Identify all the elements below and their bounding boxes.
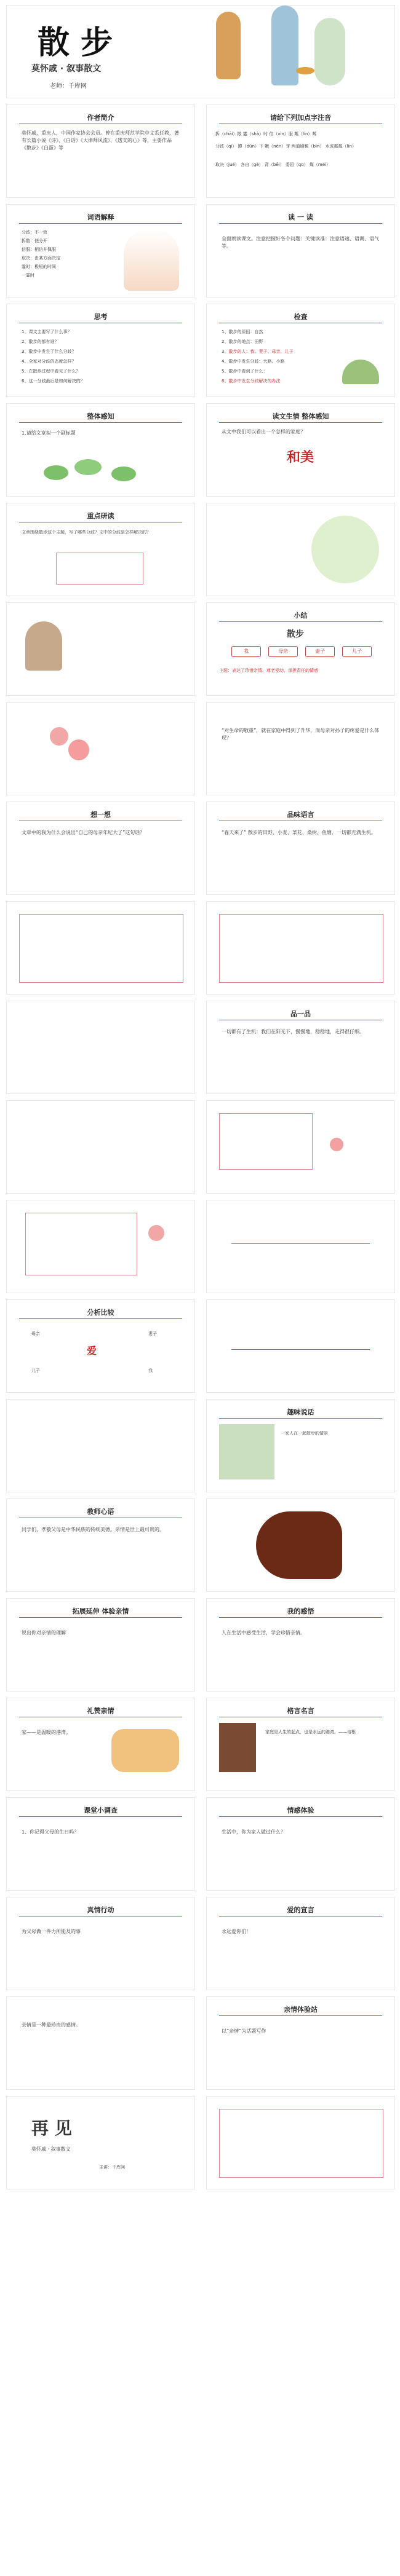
cover-slide xyxy=(6,5,395,98)
elderly-couple-illustration xyxy=(25,621,62,671)
slide-survey xyxy=(6,1797,195,1891)
summary-node: 我 xyxy=(231,646,261,657)
node: 妻子 xyxy=(148,1331,157,1336)
divider xyxy=(19,223,182,224)
divider xyxy=(19,1617,182,1618)
term: 霎时：极短的时间 xyxy=(22,264,56,269)
divider xyxy=(219,1617,382,1618)
term: 取决：由某方面决定 xyxy=(22,256,60,261)
summary-node: 妻子 xyxy=(305,646,335,657)
slide-title: 整体感知 xyxy=(87,412,114,420)
slide-summary xyxy=(206,602,395,696)
diagram-line xyxy=(231,1349,370,1350)
slide-closing-text xyxy=(6,1996,195,2090)
slide-lesson xyxy=(206,702,395,795)
slide-tree xyxy=(206,503,395,596)
divider xyxy=(219,2015,382,2016)
node: 母亲 xyxy=(31,1331,40,1336)
question: 3、散步中发生了什么分歧？ xyxy=(22,349,76,354)
slide-diagram xyxy=(206,1200,395,1293)
slide-text: 一切都有了生机：我们在阳光下，慢慢地，稳稳地，走得很仔细。 xyxy=(222,1029,364,1034)
slide-quote-2 xyxy=(206,1698,395,1791)
flower-illustration xyxy=(148,1225,164,1241)
slide-text: 全面朗读课文。注意把握好各个问题：关键读准：注意语速、语调、语气等。 xyxy=(222,236,379,249)
slide-diagram-2 xyxy=(206,1299,395,1393)
summary-center: 散步 xyxy=(287,629,304,639)
slide-text: 从文中我们可以看出一个怎样的家庭？ xyxy=(222,429,305,435)
question: 2、散步的都有谁？ xyxy=(22,339,59,344)
slide-read xyxy=(206,204,395,297)
slide-text: 永远爱你们！ xyxy=(222,1929,251,1934)
text-box xyxy=(219,1113,313,1170)
answer: 4、散步中发生分歧：大路、小路 xyxy=(222,359,285,364)
slide-quote xyxy=(6,1100,195,1194)
family-photo-illustration xyxy=(219,1424,274,1479)
slide-title: 读文生情 整体感知 xyxy=(272,412,329,420)
slide-title: 思考 xyxy=(94,313,108,321)
text-box xyxy=(19,914,183,983)
question: 1、课文主要写了什么事？ xyxy=(22,329,72,334)
slide-title: 情感体验 xyxy=(287,1806,314,1814)
slide-family xyxy=(206,403,395,497)
slide-title: 我的感悟 xyxy=(287,1607,314,1615)
term: 信服：相信并佩服 xyxy=(22,247,56,252)
slide-text-block xyxy=(6,901,195,995)
cover-subtitle: 莫怀戚 · 叙事散文 xyxy=(31,64,102,74)
node: 儿子 xyxy=(31,1368,40,1373)
slide-teacher xyxy=(6,1499,195,1592)
slide-text: 同学们，孝敬父母是中华民族的传统美德。亲情是世上最可贵的。 xyxy=(22,1527,164,1532)
cover-title: 散 步 xyxy=(38,24,113,61)
slide-title: 亲情体验站 xyxy=(284,2006,318,2014)
question: 5、在散步过程中看见了什么？ xyxy=(22,369,81,374)
slide-title: 词语解释 xyxy=(87,213,114,221)
slide-title: 分析比较 xyxy=(87,1309,114,1317)
slide-think xyxy=(6,304,195,397)
koi-fish-illustration xyxy=(124,229,179,291)
slide-text: 文章围绕散步这个主题，写了哪些分歧？文中的分歧是怎样解决的？ xyxy=(22,530,151,535)
divider xyxy=(219,1418,382,1419)
answer: 3、散步的人：我、妻子、母亲、儿子 xyxy=(222,349,294,354)
slide-analysis xyxy=(6,1299,195,1393)
willow-tree-illustration xyxy=(311,516,379,583)
question: 4、全家对分歧的态度怎样？ xyxy=(22,359,76,364)
slide-flower-vine xyxy=(206,1100,395,1194)
pinyin-line: 拆（chāi）散 霎（shà）时 信（xìn）服 粼（lín）粼 xyxy=(215,132,317,136)
slide-compare xyxy=(6,1200,195,1293)
flower-illustration xyxy=(330,1138,343,1151)
slide-blank xyxy=(6,1399,195,1492)
slide-copyright xyxy=(206,2096,395,2189)
divider xyxy=(19,1318,182,1319)
answer: 1、散步的原因：自然 xyxy=(222,329,263,334)
question: 6、这一分歧最后是如何解决的？ xyxy=(22,379,85,384)
tree-illustration xyxy=(314,18,345,85)
slide-focus xyxy=(6,503,195,596)
slide-text: 家——是温暖的港湾。 xyxy=(22,1730,71,1735)
slide-language xyxy=(206,802,395,895)
slide-text: 为父母做一件力所能及的事 xyxy=(22,1929,81,1934)
divider xyxy=(219,422,382,423)
ending-title: 再 见 xyxy=(31,2118,72,2138)
slide-text: 1、你记得父母的生日吗？ xyxy=(22,1829,79,1835)
slide-extend xyxy=(6,1598,195,1692)
text-box xyxy=(219,914,383,983)
silhouette-illustration xyxy=(256,1511,342,1579)
center-word: 爱 xyxy=(87,1345,97,1357)
dog-illustration xyxy=(296,67,314,74)
lotus-leaves-illustration xyxy=(44,459,154,484)
slide-title: 想一想 xyxy=(90,811,111,819)
man-figure-illustration xyxy=(271,6,298,85)
diagram-line xyxy=(231,1243,370,1244)
slide-title: 礼赞亲情 xyxy=(87,1707,114,1715)
slide-text: 人在生活中感受生活，学会珍惜亲情。 xyxy=(222,1630,305,1636)
flower-illustration xyxy=(68,739,89,760)
slide-text: 说出你对亲情的理解 xyxy=(22,1630,66,1636)
slide-author xyxy=(6,104,195,198)
divider xyxy=(19,422,182,423)
term: 分歧：不一致 xyxy=(22,230,47,235)
pinyin-line: 分歧（qí） 蹲（dūn）下 嫩（nèn）芽 两道刷鬓（bìn） 水波粼粼（lín） xyxy=(215,144,356,149)
divider xyxy=(19,1816,182,1817)
slide-title: 请给下列加点字注音 xyxy=(270,114,331,122)
divider xyxy=(219,223,382,224)
slide-text: 文章中的我为什么会说出“自己的母亲年纪大了”这句话？ xyxy=(22,830,145,835)
ending-subtitle: 莫怀戚 · 叙事散文 xyxy=(31,2146,71,2152)
slide-title: 趣味说话 xyxy=(287,1408,314,1416)
text-box xyxy=(219,2109,383,2178)
summary-node: 母亲 xyxy=(268,646,298,657)
slide-text-block xyxy=(206,901,395,995)
flower-illustration xyxy=(50,727,68,746)
family-illustration xyxy=(111,1729,179,1772)
divider xyxy=(219,621,382,622)
slide-pinyin xyxy=(206,104,395,198)
term: 一霎时 xyxy=(22,273,34,278)
slide-title: 品味语言 xyxy=(287,811,314,819)
slide-text: 以“亲情”为话题写作 xyxy=(222,2028,266,2034)
slide-title: 作者简介 xyxy=(87,114,114,122)
slide-elderly xyxy=(6,602,195,696)
slide-check xyxy=(206,304,395,397)
slide-title: 真情行动 xyxy=(87,1906,114,1914)
slide-text: 家庭是人生的起点，也是永远的港湾。——培根 xyxy=(265,1730,356,1735)
tree-illustration xyxy=(342,360,379,384)
slide-text: 一家人在一起散步的情景 xyxy=(281,1431,328,1436)
slide-savor xyxy=(206,1001,395,1094)
ending-slide xyxy=(6,2096,195,2189)
slide-text: 生活中，你为家人做过什么？ xyxy=(222,1829,286,1835)
answer: 2、散步的地点：田野 xyxy=(222,339,263,344)
slide-praise xyxy=(6,1698,195,1791)
cover-teacher: 老师：千库网 xyxy=(50,83,87,90)
woman-figure-illustration xyxy=(216,12,241,79)
slide-title: 读 一 读 xyxy=(288,213,313,221)
node: 我 xyxy=(148,1368,153,1373)
slide-title: 检查 xyxy=(294,313,308,321)
pinyin-line: 取决（jué） 各自（gè） 背（bēi） 委屈（qū） 煤（méi） xyxy=(215,162,330,167)
slide-text: 1.请给文章拟一个副标题 xyxy=(22,430,76,436)
slide-title: 教师心语 xyxy=(87,1508,114,1516)
slide-title: 课堂小调查 xyxy=(84,1806,118,1814)
slide-title: 小结 xyxy=(294,612,308,620)
slide-fun-talk xyxy=(206,1399,395,1492)
slide-question xyxy=(6,1001,195,1094)
diagram-box xyxy=(56,553,143,585)
text-box xyxy=(25,1213,137,1275)
slide-action xyxy=(6,1897,195,1990)
slide-title: 格言名言 xyxy=(287,1707,314,1715)
summary-node: 儿子 xyxy=(342,646,372,657)
slide-text: “对生命的敬重”，就在家庭中得到了升华，而母亲对孙子的疼爱是什么体现？ xyxy=(222,728,380,741)
slide-title: 拓展延伸 体验亲情 xyxy=(72,1607,129,1615)
slide-vocab xyxy=(6,204,195,297)
slide-think-again xyxy=(6,802,195,895)
slide-experience xyxy=(206,1996,395,2090)
slide-feel xyxy=(206,1598,395,1692)
answer: 6、散步中发生分歧解决的办法 xyxy=(222,379,281,384)
slide-title: 重点研读 xyxy=(87,512,114,520)
slide-emotion xyxy=(206,1797,395,1891)
slide-text: 亲情是一种最珍贵的感情。 xyxy=(22,2022,81,2028)
divider xyxy=(219,1816,382,1817)
slide-declaration xyxy=(206,1897,395,1990)
slide-text: 莫怀戚，重庆人，中国作家协会会员。曾在重庆师范学院中文系任教，著有长篇小说《诗》、《白话》《大律师风流》、《透支的心》等，主要作品《散步》《白蛋》等 xyxy=(22,130,179,151)
slide-text: “春天来了” 散步的田野、小麦、菜花、桑树、鱼塘，一切都充满生机。 xyxy=(222,830,376,835)
slide-title: 爱的宣言 xyxy=(287,1906,314,1914)
summary-note: 主题：表达了珍惜亲情、尊老爱幼、承担责任的情感 xyxy=(219,668,318,673)
ending-teacher: 主讲：千库网 xyxy=(99,2165,125,2170)
slide-silhouette xyxy=(206,1499,395,1592)
slide-flowers xyxy=(6,702,195,795)
answer-word: 和美 xyxy=(287,450,314,465)
answer: 5、散步中看到了什么： xyxy=(222,369,268,374)
portrait-illustration xyxy=(219,1723,256,1772)
slide-perceive xyxy=(6,403,195,497)
term: 拆散：使分开 xyxy=(22,238,47,243)
slide-title: 品一品 xyxy=(290,1010,311,1018)
